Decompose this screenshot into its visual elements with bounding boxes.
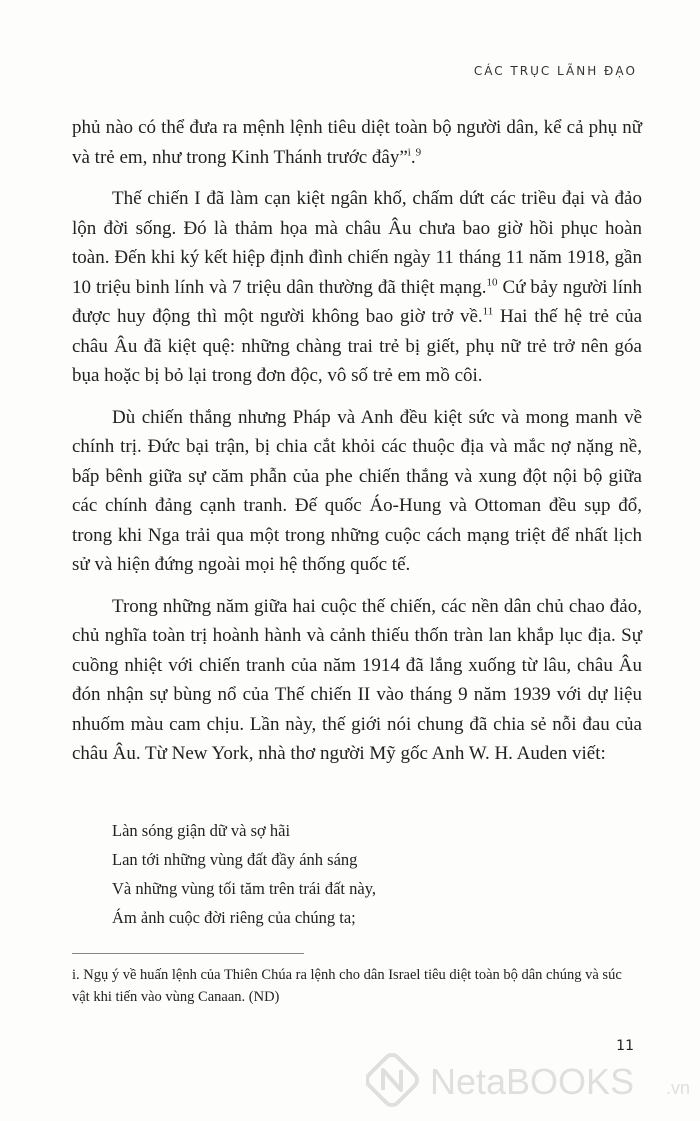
verse-line: Và những vùng tối tăm trên trái đất này,: [112, 879, 377, 898]
verse-block: [112, 816, 592, 932]
verse-line: Lan tới những vùng đất đầy ánh sáng: [112, 850, 358, 869]
footnote-rule: [72, 953, 304, 954]
watermark-text: NetaBOOKS: [430, 1061, 635, 1102]
paragraph-4: Trong những năm giữa hai cuộc thế chiến, các nền dân chủ chao đảo, chủ nghĩa toàn trị hoành hành và cảnh thiếu thốn tràn lan khắp lục địa. Sự cuồng nhiệt với chiến tranh của năm 1914 đã lắng xuống từ lâu, châu Âu đón nhận sự bùng nổ của Thế chiến II vào tháng 9 năm 1939 với dự liệu nhuốm màu cam chịu. Lần này, thế giới nói chung đã chia sẻ nỗi đau của châu Âu. Từ New York, nhà thơ người Mỹ gốc Anh W. H. Auden viết:: [72, 595, 642, 764]
verse-line: Làn sóng giận dữ và sợ hãi: [112, 821, 291, 840]
endnote-marker-11: 11: [482, 305, 494, 318]
verse-line: Ám ảnh cuộc đời riêng của chúng ta;: [112, 908, 356, 927]
watermark-suffix: .vn: [666, 1078, 691, 1098]
paragraph-1: phủ nào có thể đưa ra mệnh lệnh tiêu diệt toàn bộ người dân, kể cả phụ nữ và trẻ em, như trong Kinh Thánh trước đây”$^i$.$^9$: [72, 117, 642, 168]
paragraph-2: Thế chiến I đã làm cạn kiệt ngân khố, chấm dứt các triều đại và đảo lộn đời sống. Đó là thảm họa mà châu Âu chưa bao giờ hồi phục hoàn toàn. Đến khi ký kết hiệp định đình chiến ngày 11 tháng 11 năm 1918, gần 10 triệu binh lính và 7 triệu dân thường đã thiệt mạng.$^{10}$ Cứ bảy người lính được huy động thì một người không bao giờ trở về.$^{11}$ Hai thế hệ trẻ của châu Âu đã kiệt quệ: những chàng trai trẻ bị giết, phụ nữ trẻ trở nên góa bụa hoặc bị bỏ lại trong đơn độc, vô số trẻ em mồ côi.: [72, 188, 642, 386]
endnote-marker-9: 9: [415, 146, 422, 159]
paragraph-3: Dù chiến thắng nhưng Pháp và Anh đều kiệt sức và mong manh về chính trị. Đức bại trận, bị chia cắt khỏi các thuộc địa và mắc nợ nặng nề, bấp bênh giữa sự căm phẫn của phe chiến thắng và xung đột nội bộ giữa các chính đảng cạnh tranh. Đế quốc Áo-Hung và Ottoman đều sụp đổ, trong khi Nga trải qua một trong những cuộc cách mạng triệt để nhất lịch sử và hiện đứng ngoài mọi hệ thống quốc tế.: [72, 406, 642, 575]
footnote-marker-i: i: [407, 146, 411, 159]
watermark-logo: [366, 1052, 696, 1108]
page-number: 11: [616, 1038, 634, 1054]
netabooks-icon: [366, 1052, 420, 1108]
endnote-marker-10: 10: [486, 276, 498, 289]
body-text: [72, 113, 642, 781]
footnote: i. Ngụ ý về huấn lệnh của Thiên Chúa ra lệnh cho dân Israel tiêu diệt toàn bộ dân chúng và súc vật khi tiến vào vùng Canaan. (ND): [72, 967, 622, 1005]
running-head: CÁC TRỤC LÃNH ĐẠO: [473, 64, 637, 78]
